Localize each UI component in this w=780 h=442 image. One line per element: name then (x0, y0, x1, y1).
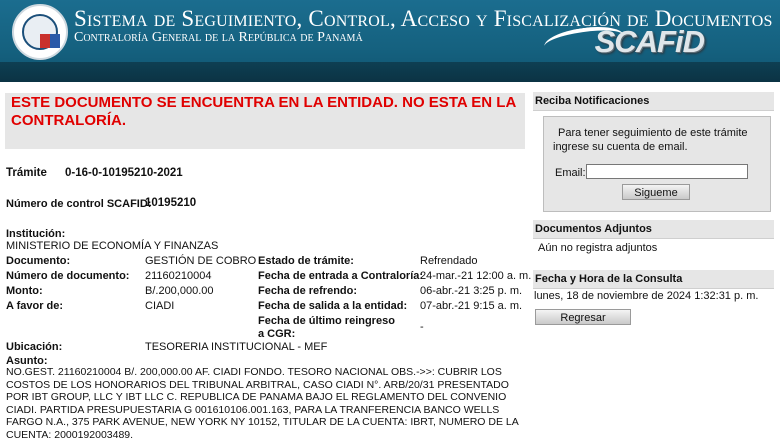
documentos-heading: Documentos Adjuntos (533, 220, 774, 238)
email-field[interactable] (586, 164, 748, 179)
monto-value: B/.200,000.00 (145, 285, 214, 297)
estado-value: Refrendado (420, 255, 478, 267)
ubicacion-label: Ubicación: (6, 341, 63, 353)
status-alert (5, 93, 525, 149)
regresar-button[interactable]: Regresar (535, 309, 631, 325)
institucion-value: MINISTERIO DE ECONOMÍA Y FINANZAS (6, 240, 219, 252)
consulta-datetime: lunes, 18 de noviembre de 2024 1:32:31 p. m. (534, 290, 759, 302)
page-header (0, 0, 780, 82)
system-title: Sistema de Seguimiento, Control, Acceso y Fiscalización de Documentos (74, 6, 773, 31)
email-label: Email: (555, 167, 586, 179)
header-stripe (0, 62, 780, 82)
fecha-salida-label: Fecha de salida a la entidad: (258, 300, 408, 312)
documentos-text: Aún no registra adjuntos (538, 242, 658, 254)
a-favor-label: A favor de: (6, 300, 64, 312)
fecha-refrendo-value: 06-abr.-21 3:25 p. m. (420, 285, 523, 297)
fecha-reingreso-value: - (420, 321, 424, 333)
fecha-reingreso-label: Fecha de último reingreso a CGR: (258, 315, 395, 340)
fecha-salida-value: 07-abr.-21 9:15 a. m. (420, 300, 523, 312)
control-label: Número de control SCAFID: (6, 198, 152, 210)
consulta-heading: Fecha y Hora de la Consulta (533, 270, 774, 288)
asunto-value: NO.GEST. 21160210004 B/. 200,000.00 AF. CIADI FONDO. TESORO NACIONAL OBS.->>: CUBRIR LOS COSTOS DE LOS HONORARIOS DEL TRIBUNAL ARBITRAL, CASO CIADI N°. ARB/20/31 PRESENTADO POR IBT GROUP, LLC Y IBT LLC C. REPUBLICA DE PANAMA BAJO EL REGLAMENTO DEL CONVENIO CIADI. PARTIDA PRESUPUESTARIA G 001610106.001.163, PARA LA TRANFERENCIA BANCO WELLS FARGO N.A., 375 PARK AVENUE, NEW YORK NY 10152, TITULAR DE LA CUENTA: IBRT, NUMERO DE LA CUENTA: 2000192003489. (6, 366, 519, 441)
documento-label: Documento: (6, 255, 71, 267)
institution-subtitle: Contraloría General de la República de Panamá (74, 30, 363, 45)
institucion-label: Institución: (6, 228, 66, 240)
documento-value: GESTIÓN DE COBRO (145, 255, 257, 267)
fecha-entrada-label: Fecha de entrada a Contraloría: (258, 270, 424, 282)
monto-label: Monto: (6, 285, 43, 297)
tramite-label: Trámite (6, 167, 47, 179)
divider (533, 238, 774, 239)
control-value: 10195210 (145, 197, 197, 209)
sigueme-button[interactable]: Sigueme (622, 184, 690, 200)
tramite-value: 0-16-0-10195210-2021 (65, 167, 183, 179)
a-favor-value: CIADI (145, 300, 175, 312)
fecha-refrendo-label: Fecha de refrendo: (258, 285, 358, 297)
scafid-logo: SCAFiD (540, 24, 708, 62)
contraloria-seal-icon (12, 4, 68, 60)
estado-label: Estado de trámite: (258, 255, 354, 267)
numero-documento-label: Número de documento: (6, 270, 130, 282)
asunto-label: Asunto: (6, 355, 48, 367)
ubicacion-value: TESORERIA INSTITUCIONAL - MEF (145, 341, 328, 353)
notificaciones-heading: Reciba Notificaciones (533, 92, 774, 110)
fecha-entrada-value: 24-mar.-21 12:00 a. m. (420, 270, 532, 282)
notification-text: Para tener seguimiento de este trámite ingrese su cuenta de email. (553, 127, 748, 153)
divider (533, 110, 774, 111)
numero-documento-value: 21160210004 (145, 270, 212, 282)
divider (533, 288, 774, 289)
alert-message: ESTE DOCUMENTO SE ENCUENTRA EN LA ENTIDAD. NO ESTA EN LA CONTRALORÍA. (11, 94, 516, 129)
